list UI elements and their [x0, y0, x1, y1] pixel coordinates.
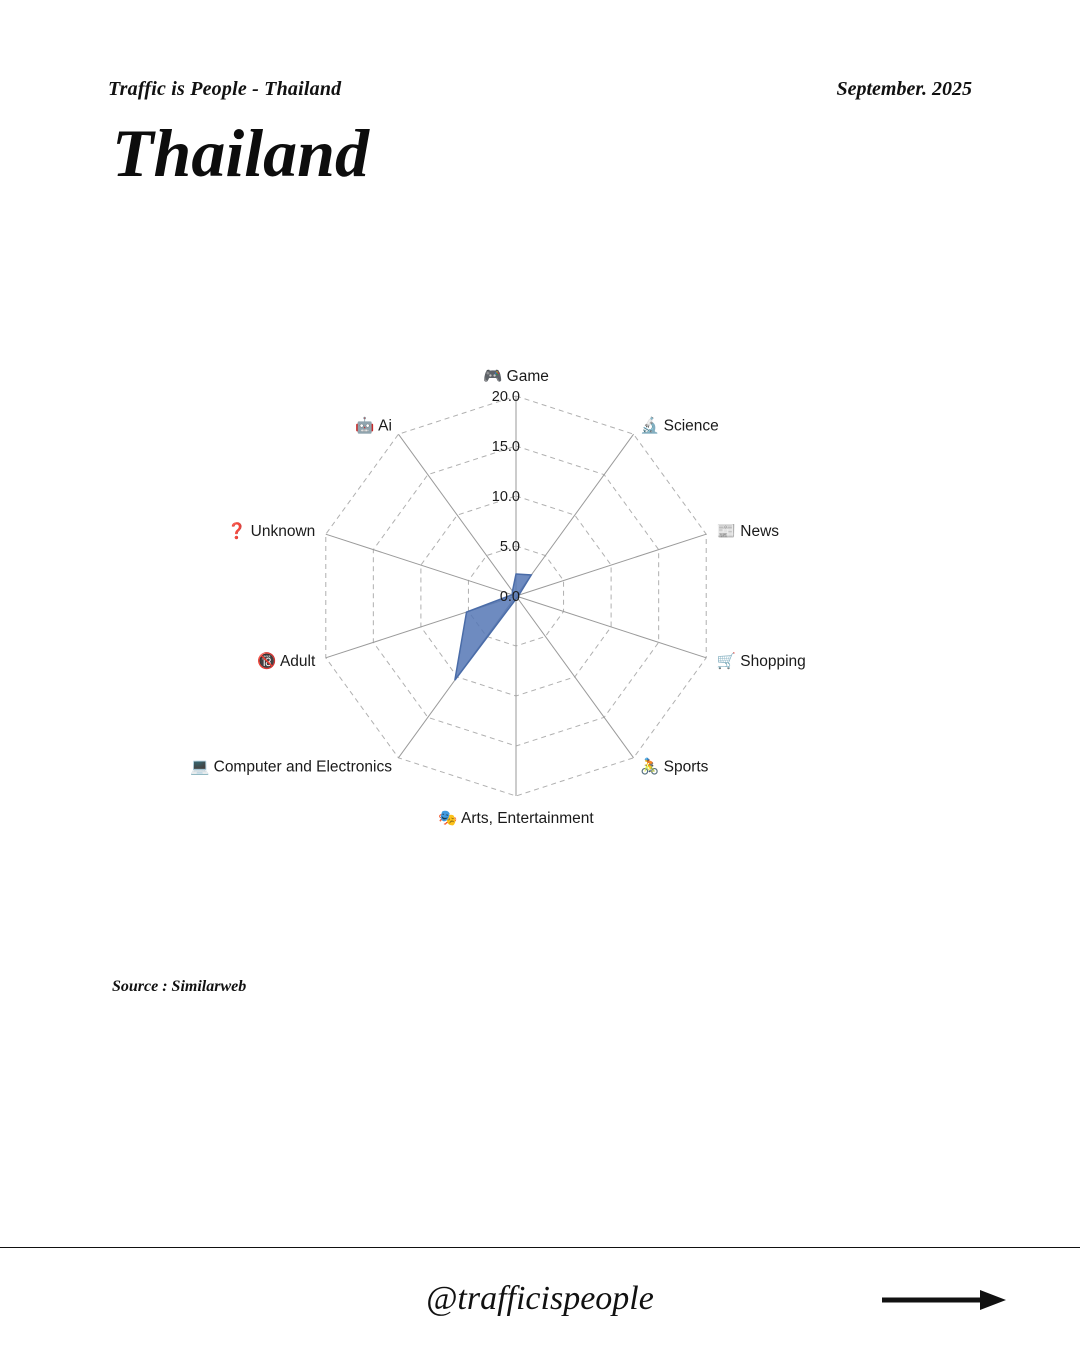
radial-tick-label: 10.0: [491, 489, 520, 505]
source-note: Source : Similarweb: [112, 978, 247, 995]
radial-tick-label: 0.0: [499, 589, 520, 605]
radar-category-label: 🛒 Shopping: [716, 653, 806, 671]
radar-category-label: 🔬 Science: [640, 417, 719, 435]
radar-category-label: 🤖 Ai: [355, 417, 392, 435]
radar-category-label: 🔞 Adult: [257, 653, 316, 671]
header-date: September. 2025: [836, 78, 972, 100]
radial-tick-label: 5.0: [499, 539, 520, 555]
social-handle: @trafficispeople: [426, 1280, 654, 1317]
radar-category-label: 📰 News: [716, 522, 780, 540]
radar-axis-spoke: [398, 434, 516, 596]
radar-category-label: 💻 Computer and Electronics: [190, 758, 392, 776]
radial-tick-label: 20.0: [491, 389, 520, 405]
radar-axis-spoke: [516, 434, 634, 596]
radar-category-label: 🎭 Arts, Entertainment: [438, 810, 594, 827]
radar-chart: [0, 330, 1080, 890]
header-kicker: Traffic is People - Thailand: [108, 78, 342, 100]
arrow-right-icon: [880, 1288, 1010, 1312]
radial-tick-label: 15.0: [491, 439, 520, 455]
radar-category-label: 🚴 Sports: [640, 758, 709, 776]
header: [108, 78, 972, 101]
radar-category-label: ❓ Unknown: [227, 522, 316, 540]
radar-chart-svg: [0, 330, 1080, 890]
page-title: Thailand: [112, 115, 369, 191]
radar-axis-spoke: [516, 596, 634, 758]
radar-category-label: 🎮 Game: [483, 368, 549, 385]
